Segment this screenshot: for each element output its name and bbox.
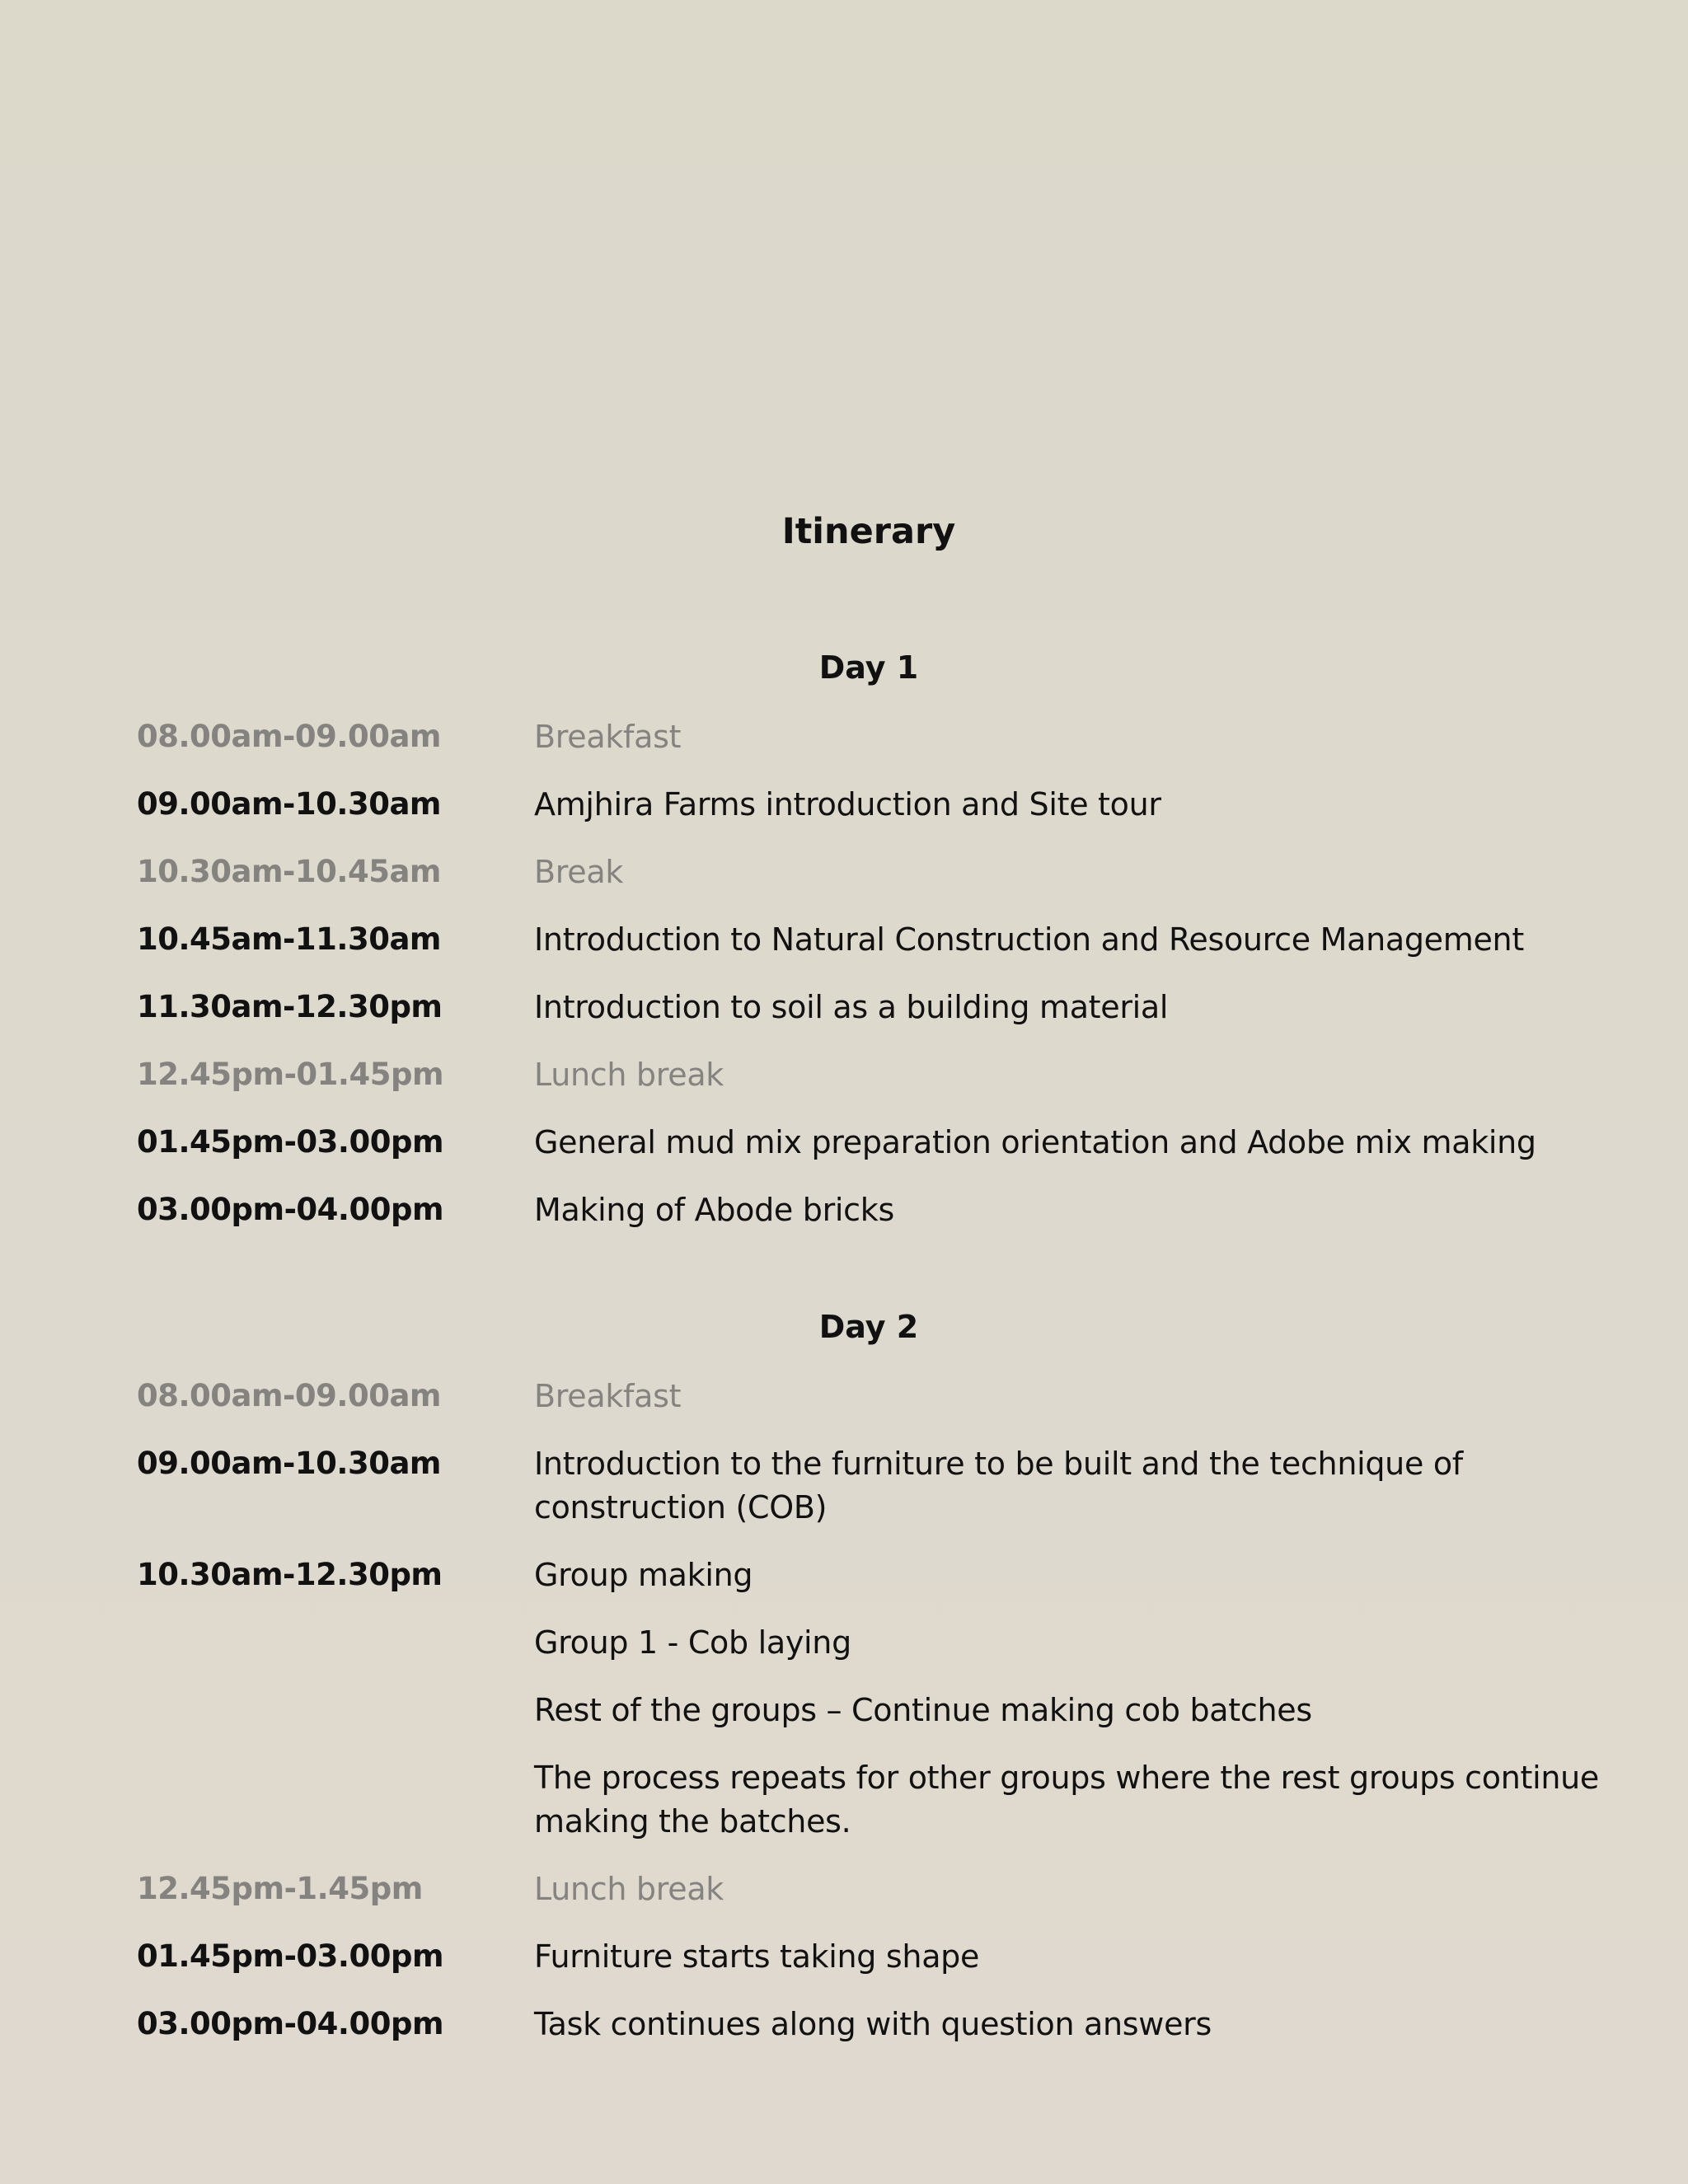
schedule-row	[137, 1621, 1620, 1665]
schedule-row	[137, 1689, 1620, 1732]
activity-description: Making of Abode bricks	[534, 1192, 894, 1228]
schedule-row	[137, 1053, 1620, 1097]
day-2-heading: Day 2	[818, 1309, 919, 1345]
time-slot: 12.45pm-1.45pm	[137, 1871, 423, 1906]
activity-description: General mud mix preparation orientation and Adobe mix making	[534, 1124, 1536, 1160]
activity-description: Introduction to Natural Construction and Resource Management	[534, 921, 1524, 958]
time-slot: 03.00pm-04.00pm	[137, 2006, 444, 2041]
time-slot: 03.00pm-04.00pm	[137, 1192, 444, 1227]
activity-description: Break	[534, 854, 624, 890]
time-slot: 10.30am-12.30pm	[137, 1557, 443, 1592]
activity-description: Task continues along with question answers	[534, 2006, 1212, 2042]
schedule-row	[137, 1375, 1620, 1418]
activity-description: Group 1 - Cob laying	[534, 1624, 851, 1661]
time-slot: 01.45pm-03.00pm	[137, 1124, 444, 1160]
schedule-row	[137, 986, 1620, 1029]
schedule-row	[137, 1868, 1620, 1911]
activity-description: Introduction to soil as a building material	[534, 989, 1169, 1025]
time-slot: 09.00am-10.30am	[137, 1446, 441, 1481]
schedule-row	[137, 715, 1620, 759]
schedule-row	[137, 1121, 1620, 1165]
schedule-row	[137, 783, 1620, 827]
activity-description: Breakfast	[534, 1378, 682, 1414]
activity-description: Rest of the groups – Continue making cob batches	[534, 1692, 1312, 1728]
activity-description: Amjhira Farms introduction and Site tour	[534, 786, 1161, 823]
activity-description: Lunch break	[534, 1057, 724, 1093]
schedule-row	[137, 1756, 1620, 1844]
day-1-schedule	[137, 715, 1620, 1256]
activity-description: Breakfast	[534, 719, 682, 755]
time-slot: 01.45pm-03.00pm	[137, 1938, 444, 1974]
schedule-row	[137, 851, 1620, 894]
activity-description: The process repeats for other groups where the rest groups continue making the batches.	[534, 1760, 1600, 1840]
schedule-row	[137, 1442, 1620, 1530]
activity-description: Lunch break	[534, 1871, 724, 1907]
time-slot: 08.00am-09.00am	[137, 719, 441, 754]
activity-description: Furniture starts taking shape	[534, 1938, 980, 1975]
time-slot: 09.00am-10.30am	[137, 786, 441, 822]
activity-description: Group making	[534, 1557, 753, 1593]
day-1-heading: Day 1	[818, 649, 919, 686]
day-2-schedule	[137, 1375, 1620, 2070]
schedule-row	[137, 1935, 1620, 1979]
time-slot: 12.45pm-01.45pm	[137, 1057, 444, 1092]
time-slot: 08.00am-09.00am	[137, 1378, 441, 1413]
time-slot: 10.30am-10.45am	[137, 854, 441, 889]
time-slot: 11.30am-12.30pm	[137, 989, 443, 1024]
schedule-row	[137, 1188, 1620, 1232]
time-slot: 10.45am-11.30am	[137, 921, 441, 957]
schedule-row	[137, 1554, 1620, 1597]
schedule-row	[137, 2003, 1620, 2046]
activity-description: Introduction to the furniture to be built and the technique of construction (COB)	[534, 1446, 1463, 1526]
page-title: Itinerary	[781, 511, 956, 552]
schedule-row	[137, 918, 1620, 962]
